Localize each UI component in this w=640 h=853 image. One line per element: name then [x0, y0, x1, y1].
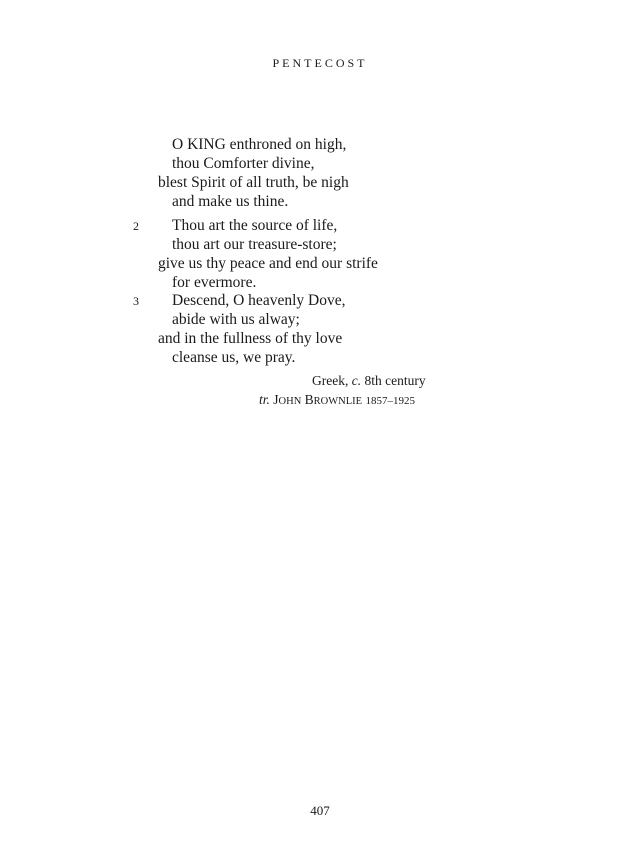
verse-line: give us thy peace and end our strife	[158, 255, 378, 272]
page-number: 407	[310, 803, 330, 818]
century-text: 8th century	[364, 373, 426, 388]
origin-text: Greek,	[312, 373, 349, 388]
verse-line: and make us thine.	[172, 193, 289, 210]
verse-line: abide with us alway;	[172, 311, 300, 328]
verse-line: thou Comforter divine,	[172, 155, 315, 172]
verse-line: cleanse us, we pray.	[172, 349, 296, 366]
verse-number: 2	[133, 219, 139, 233]
attribution-translator	[259, 391, 415, 411]
verse-line: blest Spirit of all truth, be nigh	[158, 174, 349, 191]
verse-line: for evermore.	[172, 274, 257, 291]
verse-line: thou art our treasure-store;	[172, 236, 337, 253]
verse-line: O KING enthroned on high,	[172, 136, 347, 153]
running-head: PENTECOST	[272, 56, 368, 70]
verse-line: and in the fullness of thy love	[158, 330, 343, 347]
circa-text: c.	[351, 373, 362, 388]
verse-line: Descend, O heavenly Dove,	[172, 292, 346, 309]
translator-dates: 1857–1925	[365, 395, 415, 407]
translator-prefix: tr.	[259, 392, 270, 407]
verse-line: Thou art the source of life,	[172, 217, 338, 234]
attribution-origin	[312, 372, 426, 390]
translator-name: JOHN BROWNLIE	[273, 392, 363, 407]
verse-number: 3	[133, 294, 139, 308]
